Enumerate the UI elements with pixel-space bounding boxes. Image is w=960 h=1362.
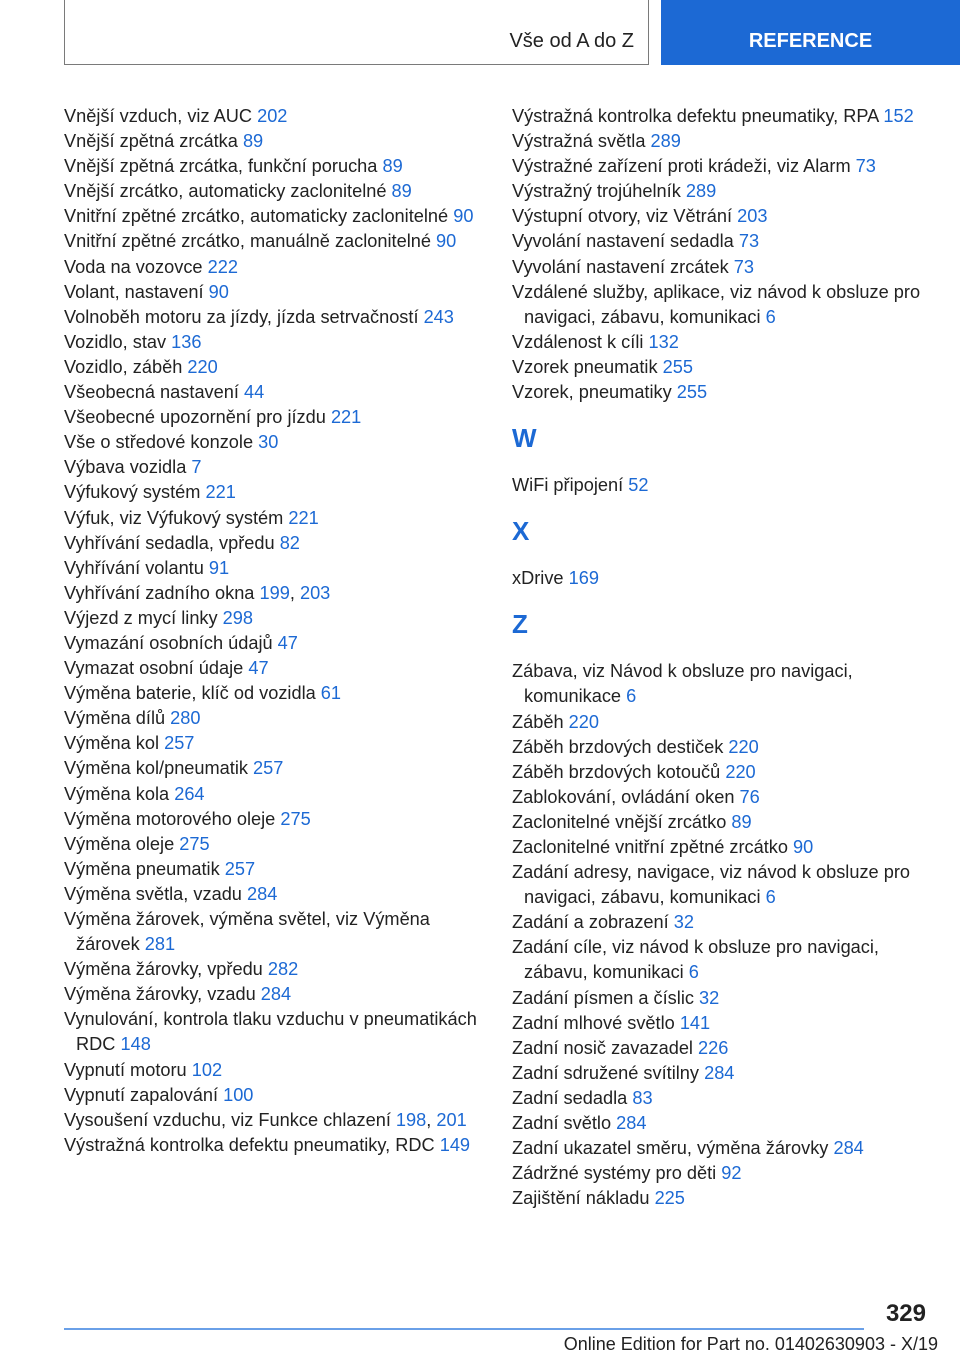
index-entry [64,506,484,531]
index-entry [512,154,932,179]
index-entry [64,1083,484,1108]
index-entry [512,1136,932,1161]
index-term: Záběh brzdových kotoučů [512,761,726,782]
page-link[interactable]: 73 [733,256,754,277]
page-link[interactable]: 221 [288,507,319,528]
index-term: Výměna pneumatik [64,858,225,879]
index-term: Vše o středové konzole [64,432,259,453]
page-link[interactable]: 6 [626,686,637,707]
index-entry [512,104,932,129]
page-link[interactable]: 289 [650,131,681,152]
page-link[interactable]: 221 [330,407,362,428]
index-entry [64,631,484,656]
page-link[interactable]: 89 [242,131,264,152]
page-link[interactable]: 255 [676,382,708,403]
index-term: Zaclonitelné vnější zrcátko [512,811,732,832]
index-term: Vyhřívání sedadla, vpředu [64,532,280,553]
index-entry [64,706,484,731]
index-entry [64,581,484,606]
page-link[interactable]: 47 [277,632,298,653]
index-entry [512,204,932,229]
page-link[interactable]: 226 [698,1037,729,1058]
page-link[interactable]: 47 [248,658,269,679]
index-entry [512,760,932,785]
index-entry [64,355,484,380]
page-link[interactable]: 284 [260,984,292,1005]
page-link[interactable]: 92 [721,1163,742,1184]
page-link[interactable]: 73 [738,231,760,252]
page-link[interactable]: 136 [171,331,202,352]
index-term: Volnoběh motoru za jízdy, jízda setrvačností [64,306,424,327]
page-link[interactable]: 90 [208,281,229,302]
index-entry [64,1058,484,1083]
index-term: Vzorek, pneumatiky [512,382,677,403]
page-link[interactable]: 203 [299,582,331,603]
page-link[interactable]: 6 [765,306,776,327]
index-entry [64,531,484,556]
section-letter-x: X [512,516,530,547]
page-link[interactable]: 284 [833,1138,864,1159]
page-link[interactable]: 198 [395,1109,427,1130]
index-entry [64,255,484,280]
index-term: Vymazat osobní údaje [64,658,249,679]
index-term: Zádržné systémy pro děti [512,1163,722,1184]
page-link[interactable]: 73 [855,156,876,177]
index-entry [512,330,932,355]
index-term: WiFi připojení [512,475,629,496]
index-entry [64,229,484,254]
page-link[interactable]: 203 [737,206,768,227]
page-link[interactable]: 199 [259,582,290,603]
index-term: Výměna oleje [64,833,180,854]
index-term: Zadní světlo [512,1113,617,1133]
index-term: Všeobecná nastavení [64,382,244,403]
section-letter-w: W [512,423,537,454]
page-link[interactable]: 221 [205,482,236,503]
index-term: Vnější zrcátko, automaticky zaclonitelné [64,181,392,202]
index-entry [512,566,932,591]
index-term: Vypnutí motoru [64,1059,192,1080]
page-link[interactable]: 243 [423,306,454,327]
index-term: Výstražná kontrolka defektu pneumatiky, RPA [512,106,884,126]
page-link[interactable]: 32 [673,912,695,933]
page-link[interactable]: 257 [224,858,256,879]
index-group-v-continued [512,104,932,405]
index-entry [64,982,484,1007]
page-link[interactable]: 82 [279,532,300,553]
page-link[interactable]: 100 [223,1084,254,1105]
index-term: Vyvolání nastavení sedadla [512,231,739,252]
index-term: Výměna světla, vzadu [64,883,247,904]
index-entry [64,380,484,405]
index-term: Vyhřívání volantu [64,557,209,578]
index-entry [512,1161,932,1186]
index-entry [64,154,484,179]
index-column-left [64,104,484,1158]
page-link[interactable]: 220 [725,761,756,782]
page-link[interactable]: 61 [320,683,342,704]
index-term: Vyvolání nastavení zrcátek [512,256,734,277]
page-link[interactable]: 169 [568,568,599,589]
page-link[interactable]: 132 [648,331,679,352]
index-entry [64,455,484,480]
index-term: Vnitřní zpětné zrcátko, automaticky zaclonitelné [64,206,454,227]
index-entry [64,556,484,581]
page-link[interactable]: 275 [280,808,311,829]
index-term: Výměna motorového oleje [64,808,281,829]
page-link[interactable]: 289 [685,181,717,202]
index-term: Záběh brzdových destiček [512,736,729,757]
page-link[interactable]: 257 [164,733,195,754]
section-letter-z: Z [512,609,528,640]
index-entry [64,204,484,229]
page-link[interactable]: 32 [699,987,720,1008]
page-link[interactable]: 89 [731,811,752,832]
index-entry [64,957,484,982]
page-link[interactable]: 90 [453,206,474,227]
page-link[interactable]: 281 [144,934,176,955]
page-link[interactable]: 220 [568,711,599,732]
index-term: Zadání a zobrazení [512,912,674,933]
index-entry [64,179,484,204]
index-entry [512,659,932,709]
index-group-w [512,473,932,498]
index-entry [512,735,932,760]
index-term: Zadní nosič zavazadel [512,1037,699,1058]
index-entry [64,807,484,832]
index-entry [512,229,932,254]
index-entry [64,756,484,781]
page-link[interactable]: 202 [257,106,288,126]
header-title: Vše od A do Z [509,30,634,52]
index-entry [64,832,484,857]
header-box [64,0,649,65]
page-link[interactable]: 284 [616,1113,647,1133]
index-term: Zadní sdružené svítilny [512,1062,705,1083]
page-link[interactable]: 222 [207,256,238,277]
index-term: Vymazání osobních údajů [64,632,278,653]
index-entry [64,656,484,681]
index-term: xDrive [512,568,569,589]
index-term: Výměna kol/pneumatik [64,758,254,779]
page-separator: , [426,1109,437,1130]
index-entry [512,255,932,280]
footer-edition: Online Edition for Part no. 01402630903 - X/19 [563,1334,938,1354]
index-term: Vozidlo, záběh [64,356,188,377]
index-term: Vnější zpětná zrcátka, funkční porucha [64,156,383,177]
index-term: Zadání písmen a číslic [512,987,700,1008]
index-term: Záběh [512,711,569,732]
index-entry [512,179,932,204]
index-entry [64,1108,484,1133]
index-term: Výstražný trojúhelník [512,181,686,202]
page-link[interactable]: 220 [728,736,759,757]
index-entry [512,1086,932,1111]
index-term: Vnitřní zpětné zrcátko, manuálně zaclonitelné [64,231,437,252]
index-entry [64,430,484,455]
index-entry [512,280,932,330]
index-term: Výjezd z mycí linky [64,607,223,628]
index-term: Zadní sedadla [512,1087,633,1108]
index-entry [64,280,484,305]
index-entry [64,782,484,807]
index-term: Výstupní otvory, viz Větrání [512,206,738,227]
page-link[interactable]: 6 [688,962,699,983]
index-term: Zábava, viz Návod k obsluze pro navigaci, komunikace [512,661,853,707]
index-entry [64,129,484,154]
index-entry [64,606,484,631]
index-group-x [512,566,932,591]
page-link[interactable]: 30 [258,432,279,453]
index-entry [64,681,484,706]
page-link[interactable]: 102 [191,1059,223,1080]
index-term: Vysoušení vzduchu, viz Funkce chlazení [64,1109,396,1130]
index-term: Vynulování, kontrola tlaku vzduchu v pneumatikách RDC [64,1009,477,1055]
index-term: Výbava vozidla [64,457,192,478]
index-term: Vzdálené služby, aplikace, viz návod k obsluze pro navigaci, zábavu, komunikaci [512,281,921,327]
index-term: Zablokování, ovládání oken [512,786,740,807]
index-entry [512,835,932,860]
page-link[interactable]: 152 [883,106,914,126]
index-term: Výfuk, viz Výfukový systém [64,507,289,528]
index-entry [512,1186,932,1211]
index-term: Výměna kol [64,733,165,754]
index-term: Výměna kola [64,783,175,804]
index-group-z [512,659,932,1211]
index-entry [64,104,484,129]
index-term: Vnější vzduch, viz AUC [64,106,258,126]
index-entry [64,480,484,505]
index-entry [64,731,484,756]
index-term: Výfukový systém [64,482,206,503]
index-term: Zaclonitelné vnitřní zpětné zrcátko [512,836,794,857]
page-link[interactable]: 83 [632,1087,653,1108]
page-separator: , [289,582,300,603]
index-entry [512,810,932,835]
page-link[interactable]: 284 [704,1062,735,1083]
page-link[interactable]: 264 [174,783,205,804]
index-entry [512,1061,932,1086]
index-entry [64,1133,484,1158]
index-entry [64,882,484,907]
page-link[interactable]: 225 [654,1188,685,1209]
page-link[interactable]: 201 [436,1109,467,1130]
page-link[interactable]: 89 [382,156,403,177]
index-entry [64,1007,484,1057]
index-entry [64,330,484,355]
index-term: Výměna baterie, klíč od vozidla [64,683,321,704]
index-term: Výstražná kontrolka defektu pneumatiky, RDC [64,1134,440,1155]
index-term: Zadání cíle, viz návod k obsluze pro navigaci, zábavu, komunikaci [512,937,879,983]
page-link[interactable]: 90 [436,231,457,252]
page-link[interactable]: 257 [253,758,284,779]
index-column-right [512,104,932,1211]
page-link[interactable]: 282 [267,959,299,980]
page-link[interactable]: 148 [120,1034,151,1055]
index-term: Zajištění nákladu [512,1188,655,1209]
index-term: Výměna žárovky, vpředu [64,959,268,980]
page-link[interactable]: 7 [191,457,202,478]
index-entry [512,910,932,935]
index-entry [512,1111,932,1136]
index-entry [512,860,932,910]
index-term: Vozidlo, stav [64,331,172,352]
page-link[interactable]: 44 [243,382,265,403]
reference-tab[interactable] [661,0,960,65]
index-term: Zadní mlhové světlo [512,1012,680,1033]
reference-tab-label: REFERENCE [748,30,873,52]
index-term: Vyhřívání zadního okna [64,582,260,603]
index-entry [512,710,932,735]
index-entry [512,785,932,810]
index-entry [512,986,932,1011]
index-entry [512,380,932,405]
page-link[interactable]: 220 [187,356,218,377]
index-term: Vnější zpětná zrcátka [64,131,243,152]
index-term: Výměna žárovky, vzadu [64,984,261,1005]
page-link[interactable]: 284 [246,883,278,904]
index-term: Výměna žárovek, výměna světel, viz Výměna žárovek [64,909,430,955]
index-entry [64,305,484,330]
page-link[interactable]: 52 [628,475,649,496]
page-link[interactable]: 76 [739,786,760,807]
page-number: 329 [885,1300,926,1327]
index-term: Vzdálenost k cíli [512,331,649,352]
index-entry [512,1011,932,1036]
page-link[interactable]: 275 [179,833,210,854]
index-term: Volant, nastavení [64,281,209,302]
index-entry [512,935,932,985]
page-link[interactable]: 255 [662,356,693,377]
page-link[interactable]: 91 [208,557,230,578]
footer-rule [64,1328,864,1330]
index-term: Výstražné zařízení proti krádeži, viz Alarm [512,156,856,177]
index-entry [512,355,932,380]
index-entry [64,907,484,957]
index-entry [512,473,932,498]
index-term: Výměna dílů [64,708,171,729]
index-entry [512,129,932,154]
index-term: Všeobecné upozornění pro jízdu [64,407,331,428]
page-link[interactable]: 149 [439,1134,471,1155]
index-entry [64,405,484,430]
page-link[interactable]: 280 [170,708,201,729]
index-entry [64,857,484,882]
index-entry [512,1036,932,1061]
page-link[interactable]: 298 [222,607,254,628]
index-term: Voda na vozovce [64,256,208,277]
page-link[interactable]: 89 [391,181,412,202]
page-link[interactable]: 141 [679,1012,711,1033]
index-term: Zadní ukazatel směru, výměna žárovky [512,1138,834,1159]
index-term: Zadání adresy, navigace, viz návod k obsluze pro navigaci, zábavu, komunikaci [512,862,910,908]
index-term: Výstražná světla [512,131,651,152]
page-link[interactable]: 90 [793,836,814,857]
index-term: Vypnutí zapalování [64,1084,224,1105]
index-term: Vzorek pneumatik [512,356,663,377]
page-link[interactable]: 6 [765,887,776,908]
